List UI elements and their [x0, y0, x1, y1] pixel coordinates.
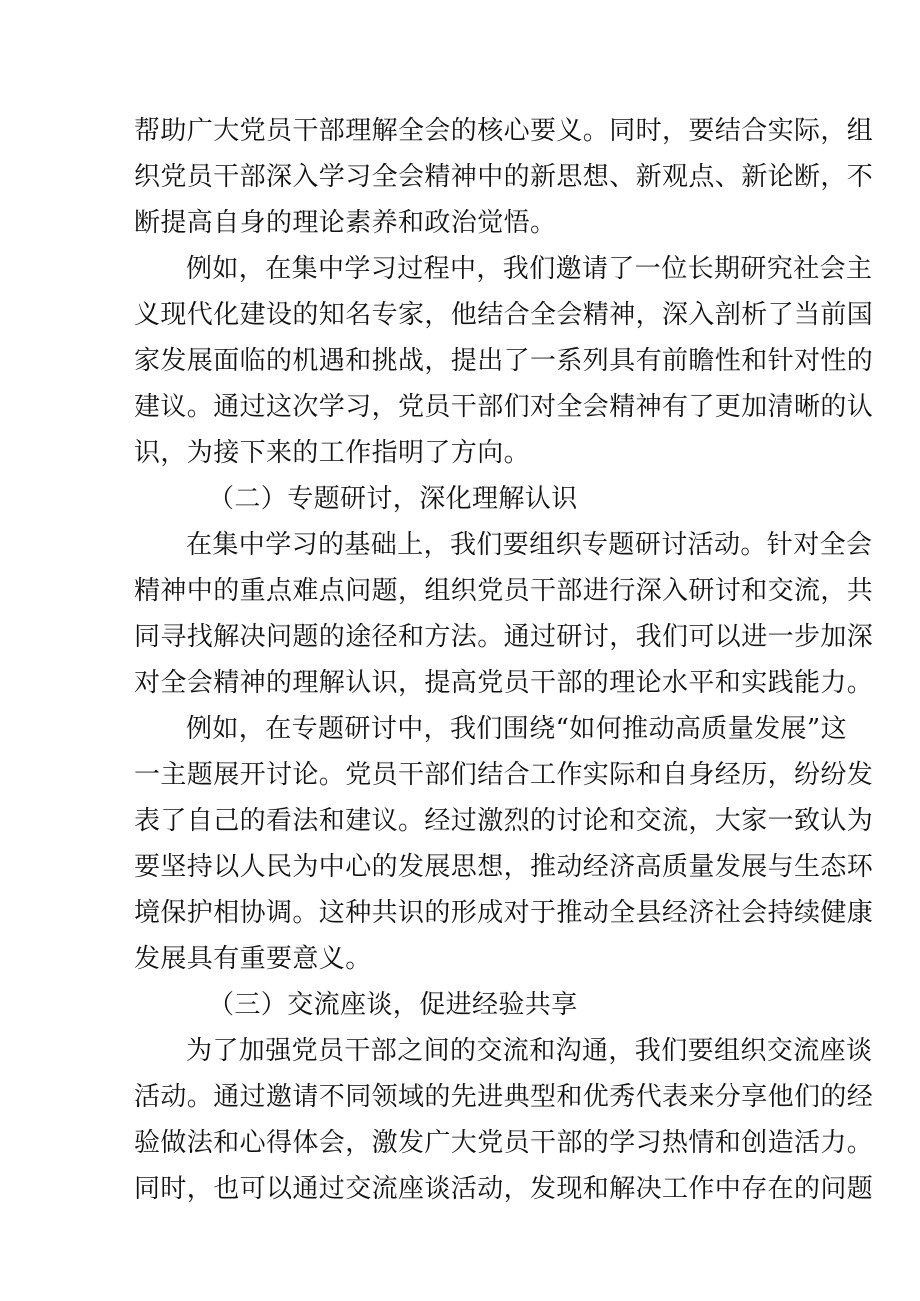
paragraph-line: 同寻找解决问题的途径和方法。通过研讨，我们可以进一步加深	[134, 622, 874, 652]
paragraph-line: 对全会精神的理解认识，提高党员干部的理论水平和实践能力。	[134, 668, 874, 698]
paragraph-line: 活动。通过邀请不同领域的先进典型和优秀代表来分享他们的经	[134, 1082, 874, 1112]
paragraph-line: 例如，在专题研讨中，我们围绕“如何推动高质量发展”这	[186, 714, 847, 744]
paragraph-line: 帮助广大党员干部理解全会的核心要义。同时，要结合实际，组	[134, 116, 874, 146]
paragraph-line: 家发展面临的机遇和挑战，提出了一系列具有前瞻性和针对性的	[134, 346, 874, 376]
paragraph-line: 为了加强党员干部之间的交流和沟通，我们要组织交流座谈	[186, 1036, 873, 1066]
section-heading: （二）专题研讨，深化理解认识	[208, 484, 578, 514]
paragraph-line: 织党员干部深入学习全会精神中的新思想、新观点、新论断，不	[134, 162, 874, 192]
paragraph-line: 精神中的重点难点问题，组织党员干部进行深入研讨和交流，共	[134, 576, 874, 606]
paragraph-line: 断提高自身的理论素养和政治觉悟。	[134, 208, 557, 238]
paragraph-line: 一主题展开讨论。党员干部们结合工作实际和自身经历，纷纷发	[134, 760, 874, 790]
paragraph-line: 识，为接下来的工作指明了方向。	[134, 438, 531, 468]
paragraph-line: 表了自己的看法和建议。经过激烈的讨论和交流，大家一致认为	[134, 806, 874, 836]
paragraph-line: 验做法和心得体会，激发广大党员干部的学习热情和创造活力。	[134, 1128, 874, 1158]
paragraph-line: 境保护相协调。这种共识的形成对于推动全县经济社会持续健康	[134, 898, 874, 928]
section-heading: （三）交流座谈，促进经验共享	[208, 990, 578, 1020]
paragraph-line: 例如，在集中学习过程中，我们邀请了一位长期研究社会主	[186, 254, 873, 284]
paragraph-line: 在集中学习的基础上，我们要组织专题研讨活动。针对全会	[186, 530, 873, 560]
paragraph-line: 义现代化建设的知名专家，他结合全会精神，深入剖析了当前国	[134, 300, 874, 330]
paragraph-line: 同时，也可以通过交流座谈活动，发现和解决工作中存在的问题	[134, 1174, 874, 1204]
paragraph-line: 要坚持以人民为中心的发展思想，推动经济高质量发展与生态环	[134, 852, 874, 882]
paragraph-line: 建议。通过这次学习，党员干部们对全会精神有了更加清晰的认	[134, 392, 874, 422]
paragraph-line: 发展具有重要意义。	[134, 944, 372, 974]
